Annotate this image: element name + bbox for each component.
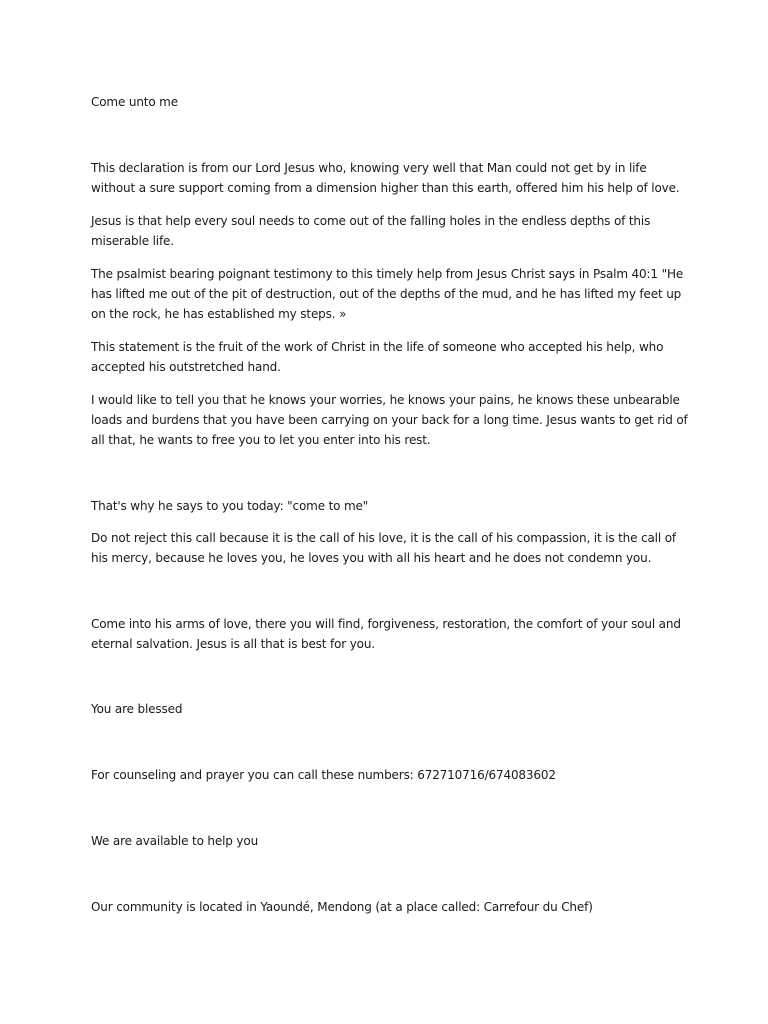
paragraph-blessed: You are blessed — [91, 702, 183, 716]
paragraph-call: Do not reject this call because it is the call of his love, it is the call of his compassion, it is the call of his mercy, because he loves you, he loves you with all his heart and he does not condemn you. — [91, 531, 676, 565]
paragraph-jesus-help: Jesus is that help every soul needs to come out of the falling holes in the endless depths of this miserable life. — [91, 214, 651, 248]
paragraph-statement: This statement is the fruit of the work of Christ in the life of someone who accepted his help, who accepted his outstretched hand. — [91, 340, 664, 374]
paragraph-counseling: For counseling and prayer you can call these numbers: 672710716/674083602 — [91, 768, 556, 782]
paragraph-worries: I would like to tell you that he knows your worries, he knows your pains, he knows these unbearable loads and burdens that you have been carrying on your back for a long time. Jesus wants to get rid of all that, he wants to free you to let you enter into his rest. — [91, 393, 688, 447]
document-title: Come unto me — [91, 95, 178, 109]
paragraph-declaration: This declaration is from our Lord Jesus who, knowing very well that Man could not get by in life without a sure support coming from a dimension higher than this earth, offered him his help of love. — [91, 161, 680, 195]
paragraph-arms-of-love: Come into his arms of love, there you will find, forgiveness, restoration, the comfort of your soul and eternal salvation. Jesus is all that is best for you. — [91, 617, 681, 651]
paragraph-psalm-testimony: The psalmist bearing poignant testimony to this timely help from Jesus Christ says in Psalm 40:1 "He has lifted me out of the pit of destruction, out of the depths of the mud, and he has lifted my feet up on the rock, he has established my steps. » — [91, 267, 684, 321]
paragraph-location: Our community is located in Yaoundé, Mendong (at a place called: Carrefour du Chef) — [91, 900, 593, 914]
paragraph-available: We are available to help you — [91, 834, 259, 848]
paragraph-come-to-me: That's why he says to you today: "come to me" — [91, 499, 369, 513]
